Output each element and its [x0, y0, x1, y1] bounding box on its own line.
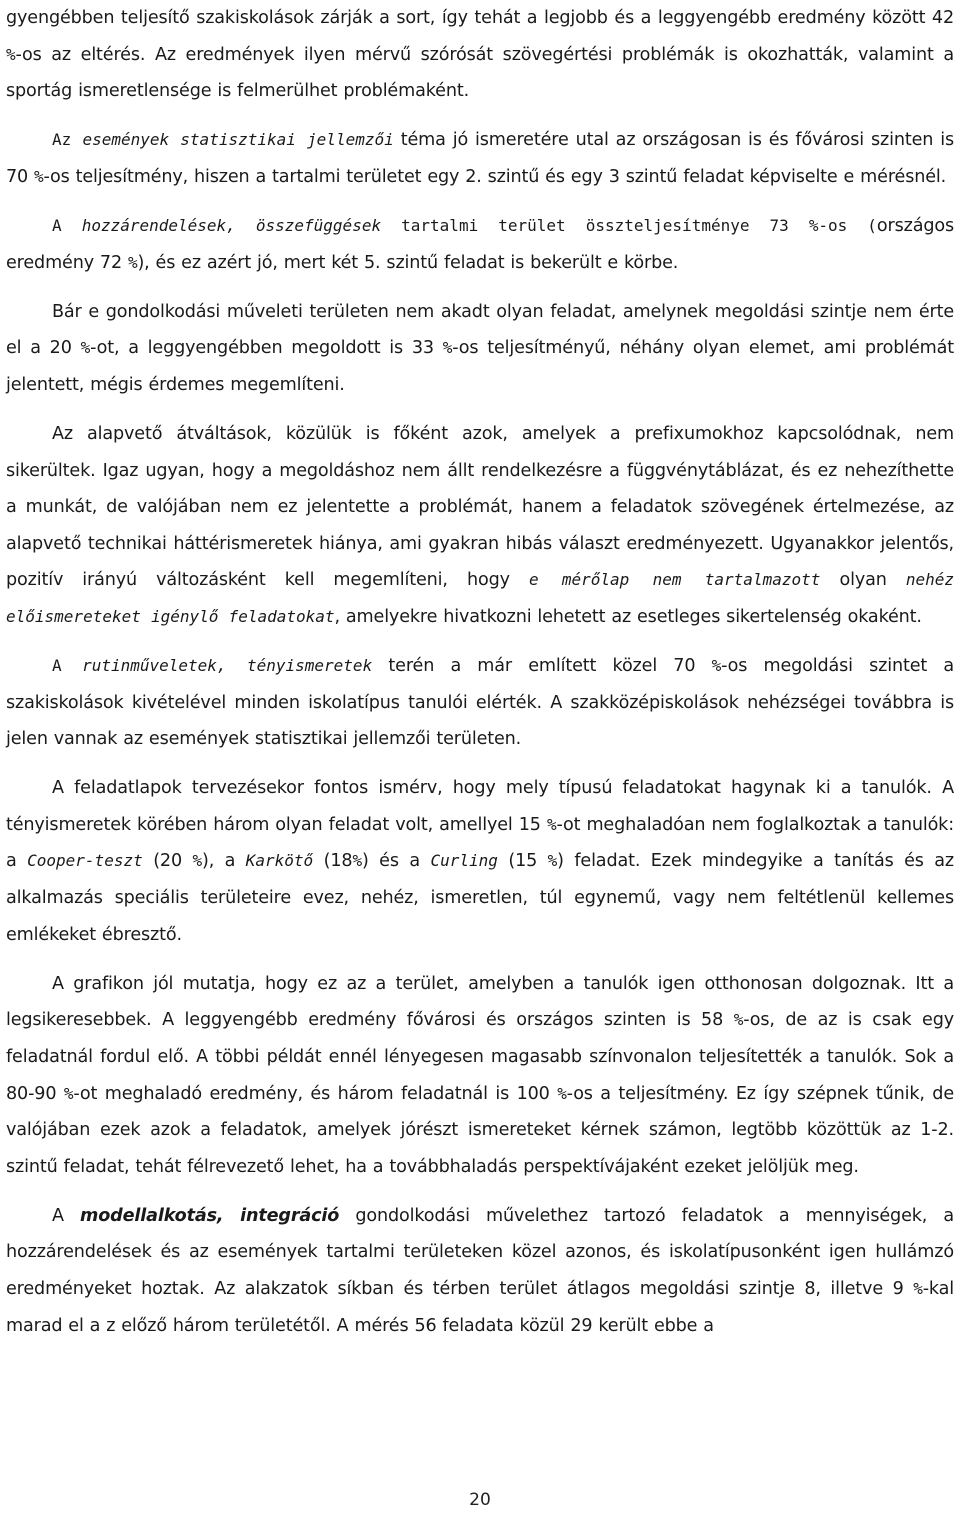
text-run: -os teljesítmény, hiszen a tartalmi területet egy 2. szintű és egy 3 szintű feladat képviselte e mérésnél. [43, 166, 947, 187]
emphasis-term: Cooper-teszt [27, 851, 143, 871]
emphasis-term: e mérőlap nem tartalmazott [528, 570, 821, 590]
percent-sign: % [733, 1010, 744, 1030]
percent-sign: % [127, 252, 138, 272]
text-run: Az alapvető átváltások, közülük is főként azok, amelyek a prefixumokhoz kapcsolódnak, nem sikerültek. Igaz ugyan, hogy a megoldáshoz nem állt rendelkezésre a függvénytáblázat, és ez nehezíthette a munkát, de valójában nem ez jelentette a problémát, hanem a feladatok szövegének értelmezése, az alapvető technikai háttérismeretek hiánya, ami gyakran hibás választ eredményezett. Ugyanakkor jelentős, pozitív irányú változásként kell megemlíteni, hogy [6, 423, 954, 591]
text-run: ) feladat. Ezek mindegyike a tanítás és az alkalmazás speciális területeire evez, nehéz, ismeretlen, túl egynemű, vagy nem feltétlenül kellemes emlékeket ébresztő. [6, 851, 955, 945]
paragraph-skipped-tasks [6, 770, 954, 953]
text-run: -ot, a leggyengébben megoldott is 33 [90, 338, 443, 359]
text-run: ) és a [361, 851, 431, 872]
text-run: -os a teljesítmény. Ez így szépnek tűnik, de valójában ezek azok a feladatok, amelyek jórészt ismereteket kérnek számon, legtöbb közöttük az 1-2. szintű feladat, tehát félrevezető lehet, ha a továbbhaladás perspektívájaként ezeket jelöljük meg. [6, 1083, 954, 1177]
text-run: A feladatlapok tervezésekor fontos ismérv, hogy mely típusú feladatokat hagynak ki a tanulók. A tényismeretek körében három olyan feladat volt, amellyel 15 [6, 778, 954, 835]
emphasis-term: Karkötő [245, 851, 314, 871]
percent-sign: % [711, 656, 722, 675]
text-run: Az [52, 130, 83, 150]
percent-sign: % [6, 44, 16, 64]
text-run: tartalmi terület összteljesítménye 73 [381, 215, 809, 235]
text-run: ), és ez azért jó, mert két 5. szintű feladat is bekerült e körbe. [137, 252, 679, 273]
text-run: gondolkodási művelethez tartozó feladatok a mennyiségek, a hozzárendelések és az események tartalmi területeken közel azonos, és iskolatípusonként igen hullámzó eredményeket hoztak. Az alakzatok síkban és térben terület átlagos megoldási szintje 8, illetve 9 [6, 1205, 954, 1299]
text-run: A [52, 215, 82, 235]
percent-sign: % [192, 851, 202, 871]
text-run: -ot meghaladóan nem foglalkoztak a tanulók: a [6, 814, 954, 872]
text-run: -ot meghaladó eredmény, és három feladatnál is 100 [73, 1083, 558, 1104]
text-run: (20 [142, 851, 193, 872]
text-run: , amelyekre hivatkozni lehetett az esetleges sikertelenség okaként. [334, 606, 922, 627]
emphasis-term: rutinműveletek, tényismeretek [82, 656, 373, 675]
paragraph-statistics [6, 122, 954, 195]
percent-sign: % [352, 851, 362, 871]
paragraph-thinking-operations [6, 294, 954, 404]
paragraph-routine-operations [6, 648, 954, 758]
text-run: terén a már említett közel 70 [372, 656, 712, 676]
emphasis-term: nehéz előismereteket igénylő feladatokat [6, 570, 954, 626]
emphasis-term: események statisztikai jellemzői [82, 130, 394, 150]
paragraph-conversions [6, 416, 954, 636]
text-run: gyengébben teljesítő szakiskolások zárják a sort, így tehát a legjobb és a leggyengébb eredmény között 42 [6, 8, 954, 28]
body-text [6, 0, 954, 1344]
text-run: -os, de az is csak egy feladatnál fordul elő. A többi példát ennél lényegesen magasabb színvonalon teljesítették a tanulók. Sok a 80-90 [6, 1010, 954, 1104]
emphasis-term: hozzárendelések, összefüggések [81, 215, 382, 235]
percent-sign: % [80, 338, 91, 358]
text-run: A grafikon jól mutatja, hogy ez az a terület, amelyben a tanulók igen otthonosan dolgoznak. Itt a legsikeresebbek. A leggyengébb eredmény fővárosi és országos szinten is 58 [6, 973, 954, 1031]
percent-sign: % [63, 1083, 74, 1103]
emphasis-term: modellalkotás, integráció [80, 1205, 340, 1226]
text-run: -kal marad el a z előző három területétől. A mérés 56 feladata közül 29 került ebbe a [6, 1279, 954, 1336]
text-run: -os megoldási szintet a szakiskolások kivételével minden iskolatípus tanulói elérték. A szakközépiskolások nehézségei továbbra is jelen vannak az események statisztikai jellemzői területen. [6, 656, 955, 750]
text-run: olyan [820, 570, 906, 591]
percent-sign: % [442, 338, 453, 358]
text-run: A [52, 656, 83, 675]
percent-sign: % [546, 814, 557, 834]
paragraph-graph-analysis [6, 966, 954, 1186]
text-run: (15 [497, 851, 548, 872]
paragraph-relations [6, 208, 954, 281]
text-run: Bár e gondolkodási műveleti területen nem akadt olyan feladat, amelynek megoldási szintje nem érte el a 20 [6, 301, 954, 359]
text-run: országos eredmény 72 [6, 215, 954, 273]
emphasis-term: Curling [430, 851, 498, 871]
percent-sign: % [547, 851, 558, 871]
percent-sign: % [557, 1083, 567, 1103]
percent-sign: % [913, 1279, 923, 1298]
percent-sign: % [34, 166, 44, 186]
percent-sign: % [808, 215, 819, 235]
text-run: (18 [313, 851, 353, 872]
text-run: -os ( [818, 215, 877, 235]
text-run: A [52, 1205, 81, 1226]
text-run: ), a [201, 851, 246, 872]
paragraph-modelling [6, 1198, 954, 1344]
text-run: téma jó ismeretére utal az országosan is és fővárosi szinten is 70 [6, 130, 955, 187]
text-run: -os teljesítményű, néhány olyan elemet, ami problémát jelentett, mégis érdemes megemlíteni. [6, 338, 954, 395]
page-number: 20 [469, 1490, 491, 1510]
text-run: -os az eltérés. Az eredmények ilyen mérvű szórósát szövegértési problémák is okozhatták, valamint a sportág ismeretlensége is felmerülhet problémaként. [6, 44, 954, 102]
paragraph-continuation [6, 0, 954, 110]
